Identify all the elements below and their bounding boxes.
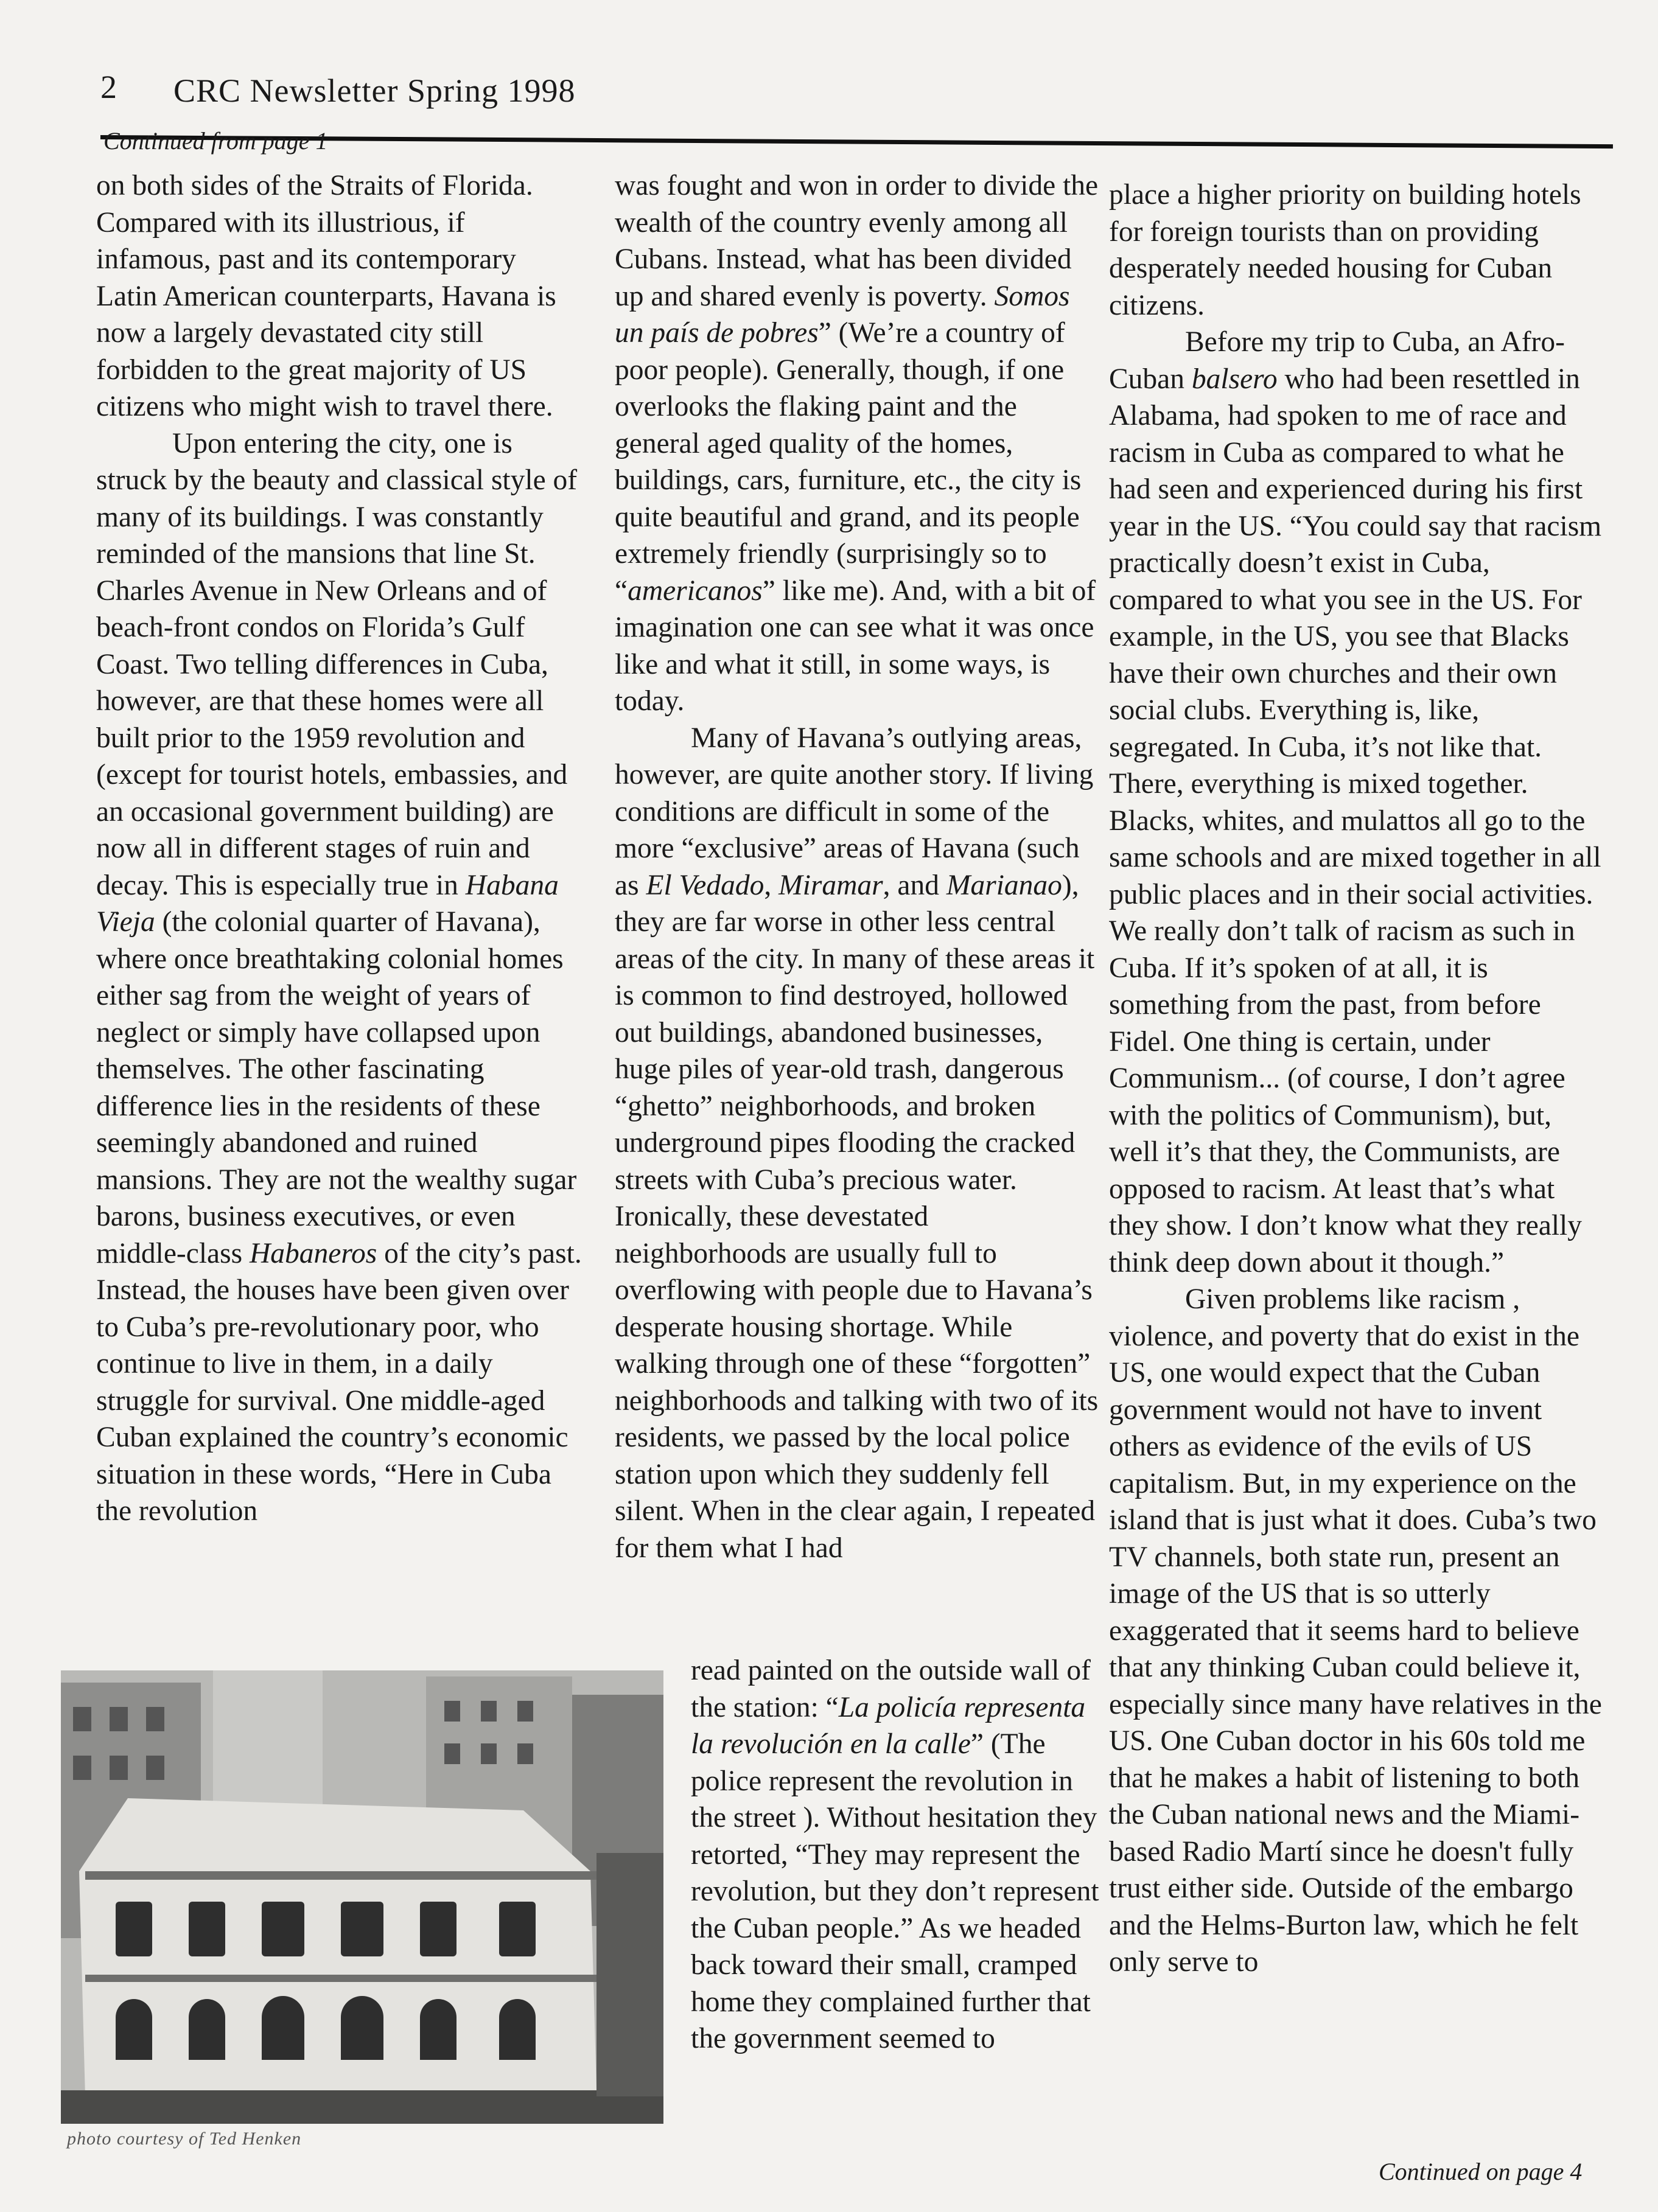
continued-from-label: Continued from page 1	[103, 127, 328, 155]
paragraph	[691, 1652, 1102, 2057]
italic-term: Habana Vieja	[96, 869, 559, 938]
article-column-2-continued	[691, 1652, 1102, 2057]
text-run: ” like me). And, with a bit of imagination one can see what it was once like and what it still, in some ways, is today.	[615, 574, 1096, 717]
paragraph: place a higher priority on building hotels for foreign tourists than on providing desperately needed housing for Cuban citizens.	[1109, 179, 1581, 321]
text-run: Many of Havana’s outlying areas, however, are quite another story. If living conditions are difficult in some of the more “exclusive” areas of Havana (such as	[615, 722, 1094, 901]
text-run: ,	[764, 869, 779, 901]
text-run: Upon entering the city, one is struck by the beauty and classical style of many of its buildings. I was constantly reminded of the mansions that line St. Charles Avenue in New Orleans and of beach-front condos on Florida’s Gulf Coast. Two telling differences in Cuba, however, are that these homes were all built prior to the 1959 revolution and (except for tourist hotels, embassies, and an occasional government building) are now all in different stages of ruin and decay. This is especially true in	[96, 427, 578, 901]
text-run: ” (We’re a country of poor people). Generally, though, if one overlooks the flaking paint and the general aged quality of the homes, buildings, cars, furniture, etc., the city is quite beautiful and grand, and its people extremely friendly (surprisingly so to “	[615, 317, 1082, 607]
text-run: of the city’s past. Instead, the houses have been given over to Cuba’s pre-revolutionary poor, who continue to live in them, in a daily struggle for survival. One middle-aged Cuban explained the country’s economic situation in these words, “Here in Cuba the revolution	[96, 1237, 582, 1527]
paragraph	[615, 167, 1102, 720]
text-run: (the colonial quarter of Havana), where once breathtaking colonial homes either sag from the weight of years of neglect or simply have collapsed upon themselves. The other fascinating difference lies in the residents of these seemingly abandoned and ruined mansions. They are not the wealthy sugar barons, business executives, or even middle-class	[96, 906, 577, 1269]
article-column-1	[96, 167, 583, 1530]
text-run: who had been resettled in Alabama, had spoken to me of race and racism in Cuba as compared to what he had seen and experienced during his first year in the US. “You could say that racism practically doesn’t exist in Cuba, compared to what you see in the US. For example, in the US, you see that Blacks have their own churches and their own social clubs. Everything is, like, segregated. In Cuba, it’s not like that. There, everything is mixed together. Blacks, whites, and mulattos all go to the same schools and are mixed together in all public places and in their social activities. We really don’t talk of racism as such in Cuba. If it’s spoken of at all, it is something from the past, from before Fidel. One thing is certain, under Communism... (of course, I don’t agree with the politics of Communism), but, well it’s that they, the Communists, are opposed to racism. At least that’s what they show. I don’t know what they really think deep down about it though.”	[1109, 363, 1602, 1279]
italic-term: El Vedado	[646, 869, 764, 901]
paragraph	[96, 425, 583, 1530]
text-run: was fought and won in order to divide the wealth of the country evenly among all Cubans. Instead, what has been divided up and shared evenly is poverty.	[615, 170, 1099, 312]
italic-term: balsero	[1191, 363, 1278, 395]
article-column-3	[1109, 176, 1608, 1981]
italic-term: Miramar	[778, 869, 883, 901]
text-run: Before my trip to Cuba, an Afro-Cuban	[1109, 326, 1565, 395]
paragraph: on both sides of the Straits of Florida. Compared with its illustrious, if infamous, past and its contemporary Latin American counterparts, Havana is now a largely devastated city still forbidden to the great majority of US citizens who might wish to travel there.	[96, 170, 556, 422]
italic-term: Marianao	[946, 869, 1062, 901]
page-number: 2	[100, 69, 117, 105]
continued-on-label: Continued on page 4	[1379, 2158, 1583, 2185]
text-run: , and	[883, 869, 946, 901]
italic-term: Habaneros	[249, 1237, 377, 1269]
masthead: CRC Newsletter Spring 1998	[173, 72, 576, 109]
text-run: ” (The police represent the revolution in the street ). Without hesitation they retorted, “They may represent the revolution, but they don’t represent the Cuban people.” As we headed back toward their small, cramped home they complained further that the government seemed to	[691, 1728, 1099, 2054]
photo-illustration	[61, 1670, 663, 2124]
paragraph	[615, 720, 1102, 1567]
havana-building-photo	[61, 1670, 663, 2124]
article-column-2	[615, 167, 1102, 1566]
text-run: ), they are far worse in other less central areas of the city. In many of these areas it is common to find destroyed, hollowed out buildings, abandoned businesses, huge piles of year-old trash, dangerous “ghetto” neighborhoods, and broken underground pipes flooding the cracked streets with Cuba’s precious water. Ironically, these devestated neighborhoods are usually full to overflowing with people due to Havana’s desperate housing shortage. While walking through one of these “forgotten” neighborhoods and talking with two of its residents, we passed by the local police station upon which they suddenly fell silent. When in the clear again, I repeated for them what I had	[615, 869, 1099, 1564]
photo-caption: photo courtesy of Ted Henken	[67, 2129, 302, 2149]
italic-term: La policía representa la revolución en la calle	[691, 1691, 1086, 1760]
text-run: read painted on the outside wall of the station: “	[691, 1655, 1091, 1723]
italic-term: Somos un país de pobres	[615, 280, 1070, 349]
paragraph: Given problems like racism , violence, and poverty that do exist in the US, one would expect that the Cuban government would not have to invent others as evidence of the evils of US capitalism. But, in my experience on the island that is just what it does. Cuba’s two TV channels, both state run, present an image of the US that is so utterly exaggerated that it seems hard to believe that any thinking Cuban could believe it, especially since many have relatives in the US. One Cuban doctor in his 60s told me that he makes a habit of listening to both the Cuban national news and the Miami-based Radio Martí since he doesn't fully trust either side. Outside of the embargo and the Helms-Burton law, which he felt only serve to	[1109, 1283, 1602, 1978]
paragraph	[1109, 324, 1608, 1281]
italic-term: americanos	[628, 574, 763, 607]
